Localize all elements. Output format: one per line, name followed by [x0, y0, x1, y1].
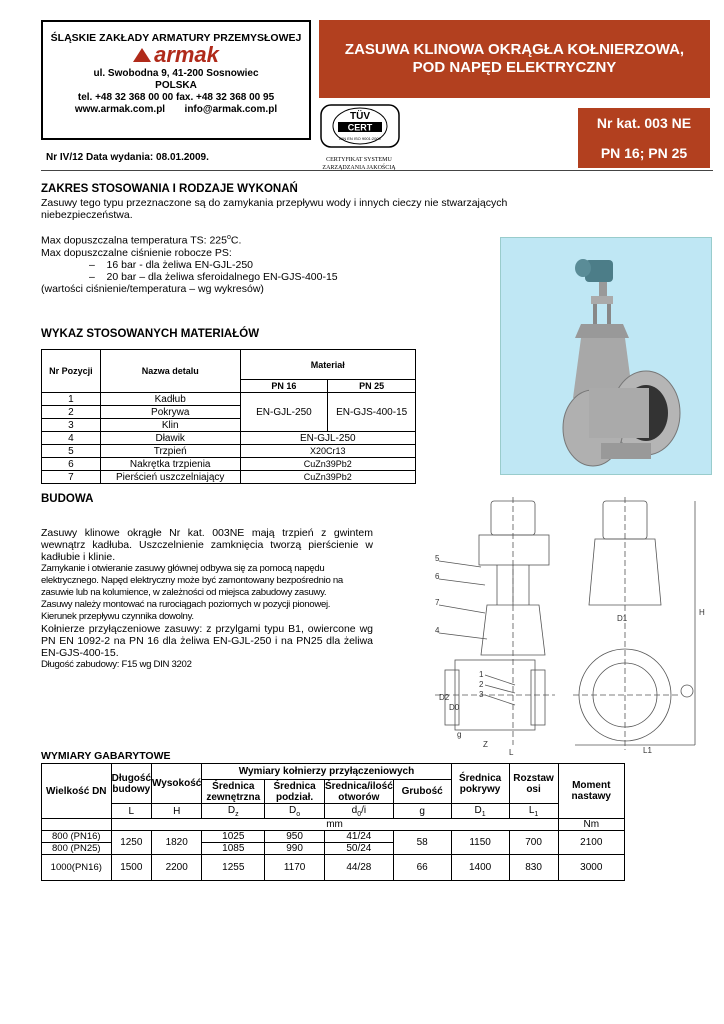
table-row: [42, 855, 625, 881]
logo-text: armak: [154, 42, 219, 67]
dims-section: [41, 750, 171, 762]
materials-table: [41, 349, 416, 484]
label-2: 2: [479, 680, 484, 689]
sym-dz: [202, 804, 265, 819]
sym-l: L: [111, 804, 151, 819]
r3-dz: 1255: [202, 855, 265, 881]
r1-dz: 1025: [202, 831, 265, 843]
build-heading: BUDOWA: [41, 493, 94, 505]
armak-logo: [43, 42, 309, 67]
build-p4: Kierunek przepływu czynnika dowolny.: [41, 611, 194, 622]
scope-temp: [41, 232, 541, 247]
r3-l: 1500: [111, 855, 151, 881]
h-do: Średnica podział.: [265, 780, 325, 804]
row-name: Pierścień uszczelniający: [100, 471, 240, 484]
sym-holes: [324, 804, 393, 819]
label-g: g: [457, 730, 462, 739]
issue-info: Nr IV/12 Data wydania: 08.01.2009.: [46, 152, 209, 163]
r3-do: 1170: [265, 855, 325, 881]
r3-d1: 1400: [451, 855, 509, 881]
bullet-1-text: 16 bar - dla żeliwa EN-GJL-250: [106, 258, 253, 271]
sym-d-suffix: /i: [361, 804, 367, 816]
r2-holes: 50/24: [324, 843, 393, 855]
sym-d1-sub: 1: [481, 810, 486, 818]
sym-h: H: [152, 804, 202, 819]
row-name: Kadłub: [100, 393, 240, 406]
unit-mm: mm: [111, 819, 558, 831]
row-name: Nakrętka trzpienia: [100, 458, 240, 471]
col-pn16: PN 16: [240, 380, 328, 393]
row-nr: 5: [42, 445, 101, 458]
h-flange: Wymiary kołnierzy przyłączeniowych: [202, 764, 451, 780]
unit-empty: [42, 819, 112, 831]
unit-nm: Nm: [558, 819, 624, 831]
h-l1: Rozstaw osi: [509, 764, 558, 804]
row-name: Klin: [100, 419, 240, 432]
build-p1: Zasuwy klinowe okrągłe Nr kat. 003NE mają trzpień z gwintem wewnątrz kadłuba. Uszczelnienie zamknięcia tworzą pierścienie w kadłubie i klinie.: [41, 527, 373, 563]
temp-degree: o: [227, 234, 231, 241]
sym-do-sub: o: [296, 810, 301, 818]
material-trzpien: X20Cr13: [240, 445, 415, 458]
company-address: ul. Swobodna 9, 41-200 Sosnowiec: [93, 68, 259, 79]
col-name: Nazwa detalu: [100, 350, 240, 393]
build-p6: Długość zabudowy: F15 wg DIN 3202: [41, 659, 192, 670]
company-contact: [43, 104, 309, 116]
material-dlawik: EN-GJL-250: [240, 432, 415, 445]
title-line1: ZASUWA KLINOWA OKRĄGŁA KOŁNIERZOWA,: [344, 41, 685, 58]
table-row: [42, 458, 416, 471]
col-nr: Nr Pozycji: [42, 350, 101, 393]
scope-note: (wartości ciśnienie/temperatura – wg wykresów): [41, 282, 264, 295]
scope-heading: ZAKRES STOSOWANIA I RODZAJE WYKONAŃ: [41, 183, 298, 195]
r12-d1: 1150: [451, 831, 509, 855]
company-web[interactable]: www.armak.com.pl: [74, 104, 166, 115]
row-nr: 2: [42, 406, 101, 419]
r3-g: 66: [393, 855, 451, 881]
catalog-badge: [578, 108, 710, 168]
label-d2: D2: [439, 693, 450, 702]
valve-photo-icon: [501, 238, 711, 474]
title-line2: POD NAPĘD ELEKTRYCZNY: [412, 59, 617, 76]
company-phone: tel. +48 32 368 00 00 fax. +48 32 368 00 95: [77, 92, 275, 103]
label-3: 3: [479, 690, 484, 699]
r12-g: 58: [393, 831, 451, 855]
h-height: Wysokość: [152, 764, 202, 804]
dimensions-table: [41, 763, 625, 881]
pressure-rating: PN 16; PN 25: [600, 145, 688, 161]
cert-caption-line2: ZARZĄDZANIA JAKOŚCIĄ: [322, 165, 396, 171]
table-row: [42, 393, 416, 406]
h-dn: Wielkość DN: [42, 764, 112, 819]
sym-d-main: d: [351, 804, 358, 816]
label-1: 1: [479, 670, 484, 679]
label-6: 6: [435, 572, 440, 581]
materials-heading: WYKAZ STOSOWANYCH MATERIAŁÓW: [41, 328, 260, 340]
title-banner: [319, 20, 710, 98]
h-holes: Średnica/ilość otworów: [324, 780, 393, 803]
r2-dz: 1085: [202, 843, 265, 855]
scope-pressure: Max dopuszczalne ciśnienie robocze PS:: [41, 246, 232, 259]
sym-do: [265, 804, 325, 819]
r1-do: 950: [265, 831, 325, 843]
materials-section: [41, 328, 259, 340]
table-row: [42, 831, 625, 843]
col-material: Materiał: [240, 350, 415, 380]
r2-dn: 800 (PN25): [42, 843, 112, 855]
r12-h: 1820: [152, 831, 202, 855]
tuv-cert-logo: [320, 104, 400, 148]
build-p2: Zamykanie i otwieranie zasuwy głównej odbywa się za pomocą napędu elektrycznego. Napęd elektryczny może być zamontowany bezpośrednio na zasuwie lub na kolumience, w zależności od miejsca zabudowy zasuwy.: [41, 563, 343, 598]
sym-d-sub: 0: [357, 810, 362, 818]
h-g: Grubość: [393, 780, 451, 804]
header-divider: [41, 170, 713, 171]
scope-text: Zasuwy tego typu przeznaczone są do zamykania przepływu wody i innych cieczy nie stwarzających niebezpieczeństwa.: [41, 197, 508, 221]
sym-l1: [509, 804, 558, 819]
cert-text: CERT: [347, 122, 373, 133]
sym-d1: [451, 804, 509, 819]
h-d1: Średnica pokrywy: [451, 764, 509, 804]
company-box: [41, 20, 311, 140]
sym-g: g: [393, 804, 451, 819]
material-nakretka: CuZn39Pb2: [240, 458, 415, 471]
r12-l: 1250: [111, 831, 151, 855]
r1-holes: 41/24: [324, 831, 393, 843]
table-row: [42, 471, 416, 484]
scope-bullet-2: – 20 bar – dla żeliwa sferoidalnego EN-GJS-400-15: [89, 270, 338, 283]
row-nr: 6: [42, 458, 101, 471]
label-l1: L1: [643, 746, 652, 755]
label-d1: D1: [617, 614, 628, 623]
sym-l1-main: L: [528, 804, 535, 816]
row-name: Pokrywa: [100, 406, 240, 419]
row-nr: 1: [42, 393, 101, 406]
row-name: Trzpień: [100, 445, 240, 458]
sym-l1-sub: 1: [534, 810, 539, 818]
row-nr: 4: [42, 432, 101, 445]
row-nr: 7: [42, 471, 101, 484]
r1-dn: 800 (PN16): [42, 831, 112, 843]
label-z: Z: [483, 740, 488, 749]
sym-dz-sub: z: [235, 810, 239, 818]
company-country: POLSKA: [155, 80, 197, 91]
material-gjl: EN-GJL-250: [240, 393, 328, 432]
material-gjs: EN-GJS-400-15: [328, 393, 416, 432]
table-row: [42, 445, 416, 458]
col-pn25: PN 25: [328, 380, 416, 393]
build-p3: Zasuwy należy montować na rurociągach poziomych w pozycji pionowej.: [41, 599, 331, 610]
company-name: ŚLĄSKIE ZAKŁADY ARMATURY PRZEMYSŁOWEJ: [50, 32, 302, 44]
temp-prefix: Max dopuszczalna temperatura TS: 225: [41, 234, 227, 247]
iso-text: DIN EN ISO 9001:2000: [339, 136, 381, 141]
valve-photo: [500, 237, 712, 475]
r3-holes: 44/28: [324, 855, 393, 881]
label-4: 4: [435, 626, 440, 635]
dims-heading: WYMIARY GABARYTOWE: [41, 750, 171, 762]
build-p5: Kołnierze przyłączeniowe zasuwy: z przylgami typu B1, owiercone wg PN EN 1092-2 na PN 16 dla żeliwa EN-GJL-250 i na PN25 dla żeliwa EN-GJS-400-15.: [41, 623, 373, 659]
label-d0: D0: [449, 703, 460, 712]
r2-do: 990: [265, 843, 325, 855]
label-l: L: [509, 748, 514, 757]
company-email[interactable]: info@armak.com.pl: [184, 104, 278, 115]
r12-moment: 2100: [558, 831, 624, 855]
label-h: H: [699, 608, 705, 617]
h-moment: Moment nastawy: [558, 764, 624, 819]
build-section: [41, 493, 373, 671]
sym-do-main: D: [289, 804, 297, 816]
r3-h: 2200: [152, 855, 202, 881]
tuv-text: TÜV: [350, 111, 370, 122]
label-5: 5: [435, 554, 440, 563]
h-len: Długość budowy: [111, 764, 151, 804]
catalog-number: Nr kat. 003 NE: [596, 115, 692, 131]
armak-logo-icon: [133, 48, 151, 62]
scope-bullet-1: – 16 bar - dla żeliwa EN-GJL-250: [89, 258, 253, 271]
temp-suffix: C.: [230, 234, 242, 247]
sym-d1-main: D: [474, 804, 482, 816]
row-nr: 3: [42, 419, 101, 432]
r12-l1: 700: [509, 831, 558, 855]
r3-dn: 1000(PN16): [42, 855, 112, 881]
material-pierscien: CuZn39Pb2: [240, 471, 415, 484]
table-row: [42, 432, 416, 445]
scope-section: [41, 183, 541, 295]
technical-drawing: [425, 495, 715, 757]
h-dz: Średnica zewnętrzna: [202, 780, 265, 804]
r3-l1: 830: [509, 855, 558, 881]
label-7: 7: [435, 598, 440, 607]
bullet-2-text: 20 bar – dla żeliwa sferoidalnego EN-GJS-400-15: [106, 270, 338, 283]
sym-dz-main: D: [227, 804, 236, 816]
row-name: Dławik: [100, 432, 240, 445]
cert-caption-line1: CERTYFIKAT SYSTEMU: [326, 157, 392, 163]
r3-moment: 3000: [558, 855, 624, 881]
